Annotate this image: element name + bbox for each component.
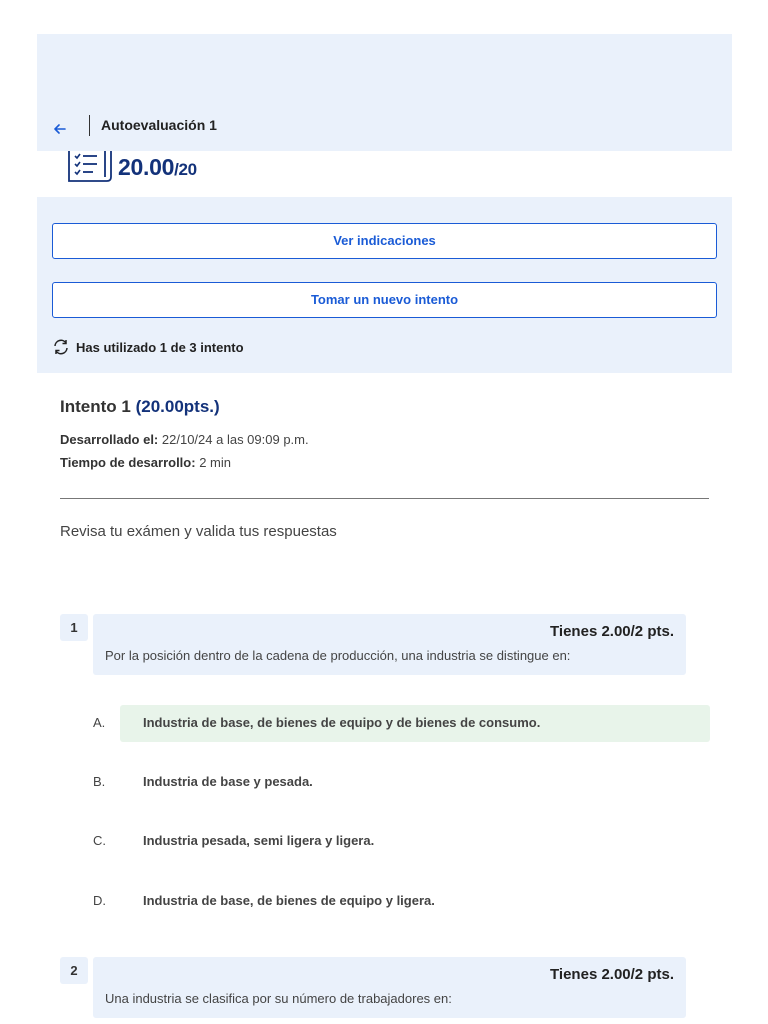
option-box-correct [120, 705, 710, 742]
option-box [120, 883, 710, 920]
development-time [60, 455, 231, 470]
score-number: 20.00 [118, 154, 175, 180]
question-number: 2 [60, 957, 88, 984]
question-text: Una industria se clasifica por su número de trabajadores en: [105, 991, 452, 1006]
refresh-icon [52, 338, 70, 356]
option-text: Industria de base, de bienes de equipo y de bienes de consumo. [143, 715, 541, 730]
actions-band [37, 197, 732, 373]
question-number: 1 [60, 614, 88, 641]
question-score: Tienes 2.00/2 pts. [550, 966, 674, 983]
attempt-content [37, 373, 732, 1024]
nav-divider [89, 115, 90, 136]
checklist-icon [67, 151, 113, 183]
option-box [120, 764, 710, 801]
attempt-title [60, 397, 220, 417]
score-total: /20 [174, 160, 197, 179]
view-instructions-button[interactable]: Ver indicaciones [52, 223, 717, 259]
arrow-left-icon [53, 122, 67, 136]
time-label: Tiempo de desarrollo: [60, 455, 196, 470]
score-value [118, 152, 197, 185]
option-letter: C. [93, 833, 106, 848]
score-band [37, 151, 732, 197]
answer-option-c[interactable] [93, 823, 710, 860]
option-letter: B. [93, 774, 106, 789]
back-button[interactable] [53, 117, 73, 141]
option-box [120, 823, 710, 860]
attempt-points: (20.00pts.) [135, 397, 220, 416]
review-instruction: Revisa tu exámen y valida tus respuestas [60, 523, 337, 540]
answer-option-a[interactable] [93, 705, 710, 742]
new-attempt-button[interactable]: Tomar un nuevo intento [52, 282, 717, 318]
attempt-label: Intento 1 [60, 397, 131, 416]
developed-date [60, 432, 309, 447]
developed-value: 22/10/24 a las 09:09 p.m. [161, 432, 309, 447]
option-text: Industria de base y pesada. [143, 774, 313, 789]
option-text: Industria pesada, semi ligera y ligera. [143, 833, 375, 848]
time-value: 2 min [199, 455, 231, 470]
question-score: Tienes 2.00/2 pts. [550, 623, 674, 640]
attempts-info [52, 338, 244, 356]
answer-option-d[interactable] [93, 883, 710, 920]
option-letter: A. [93, 715, 106, 730]
developed-label: Desarrollado el: [60, 432, 159, 447]
question-card [93, 614, 686, 675]
answer-option-b[interactable] [93, 764, 710, 801]
nav-bar [37, 109, 732, 149]
attempts-used-text: Has utilizado 1 de 3 intento [76, 339, 244, 355]
app-frame [37, 34, 732, 1024]
option-letter: D. [93, 893, 106, 908]
option-text: Industria de base, de bienes de equipo y ligera. [143, 893, 435, 908]
divider [60, 498, 709, 499]
question-text: Por la posición dentro de la cadena de producción, una industria se distingue en: [105, 648, 571, 663]
page-title: Autoevaluación 1 [101, 117, 217, 133]
question-card [93, 957, 686, 1018]
